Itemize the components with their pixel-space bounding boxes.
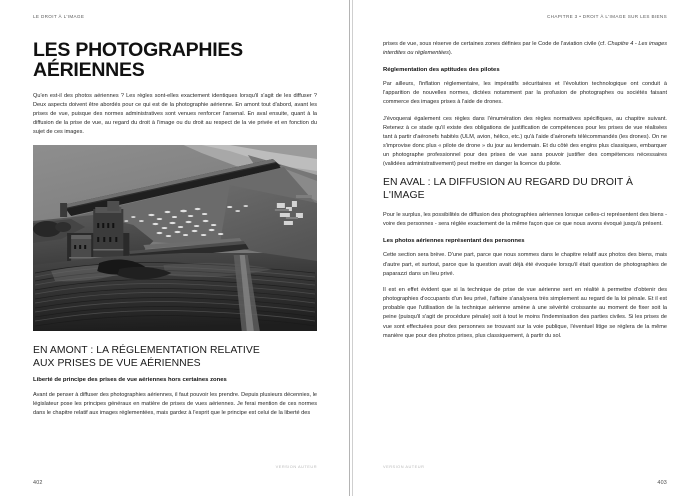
left-page-content: [33, 40, 317, 418]
continuation-text-before: prises de vue, sous réserve de certaines zones définies par le Code de l'aviation civile (cf.: [383, 41, 608, 47]
paragraph-pilotes-2: J'évoquerai également ces règles dans l'énumération des règles normatives spécifiques, au chapitre suivant. Retenez à ce stade qu'il existe des obligations de justification de compétences pour les prises de vue réalisées tant à partir d'aéronefs habités (ULM, avion, hélico, etc.) qu'à l'aide d'aéronefs télécommandés (les drones). On ne s'improvise donc plus « pilote de drone » du jour au lendemain. Et du côté des engins plus classiques, embarquer un photographe professionnel pour des prises de vue sans pouvoir justifier des compétences nécessaires (validées administrativement) peut mettre en danger la licence du pilote.: [383, 115, 667, 168]
page-right: [350, 0, 700, 496]
section-heading-en-amont: [33, 345, 317, 370]
cross-reference-italic: Chapitre 4 - Les images interdites ou réglementées: [383, 41, 667, 57]
spine-divider-shadow: [352, 0, 353, 496]
watermark-right: VERSION AUTEUR: [383, 464, 425, 469]
running-head-right: CHAPITRE 3 • DROIT À L'IMAGE SUR LES BIENS: [547, 14, 667, 19]
page-number-right: 403: [657, 480, 667, 486]
section-heading-line-2: AUX PRISES DE VUE AÉRIENNES: [33, 357, 201, 369]
spine-divider: [349, 0, 350, 496]
watermark-left: VERSION AUTEUR: [275, 464, 317, 469]
paragraph-aval: Pour le surplus, les possibilités de diffusion des photographies aériennes lorsque celles-ci représentent des biens - voire des personnes - sera réglée exactement de la même façon que ce que nous avons évoqué jusqu'à présent.: [383, 212, 667, 228]
continuation-text-after: ).: [448, 50, 453, 57]
chapter-title: LES PHOTOGRAPHIES AÉRIENNES: [33, 39, 243, 82]
paragraph-personnes-2: Il est en effet évident que si la technique de prise de vue aérienne sert en réalité à permettre d'obtenir des photographies d'occupants d'un lieu privé, l'affaire s'analysera très simplement au regard de la loi pénale. Et il est probable que l'utilisation de la technique aérienne amène à une sévérité croissante au moment de fixer soit la peine (puisqu'il s'agit de procédure pénale) soit à tout le moins l'indemnisation des parties civiles. Si les prises de vue sont effectuées pour des personnes se trouvant sur la voie publique, l'éventuel litige se réglera de la même manière que pour des photos prises, plus classiquement, à partir du sol.: [383, 287, 667, 339]
subheading-reglementation-pilotes: Réglementation des aptitudes des pilotes: [383, 66, 500, 73]
right-page-content: [383, 40, 667, 341]
running-head-left: LE DROIT À L'IMAGE: [33, 14, 85, 19]
aerial-photo-graphic: [33, 145, 317, 331]
aerial-photograph: [33, 145, 317, 331]
section-heading-en-aval: EN AVAL : LA DIFFUSION AU REGARD DU DROIT À L'IMAGE: [383, 177, 634, 201]
paragraph-personnes-1: Cette section sera brève. D'une part, parce que nous sommes dans le chapitre relatif aux photos des biens, mais d'autre part, et surtout, parce que la question avait déjà été évoquée lorsqu'il était question de photographies de paparazzi dans un lieu privé.: [383, 252, 667, 277]
section-heading-line-1: EN AMONT : LA RÉGLEMENTATION RELATIVE: [33, 344, 260, 356]
intro-paragraph: Qu'en est-il des photos aériennes ? Les règles sont-elles exactement identiques lorsqu'il s'agit de les diffuser ? Deux aspects doivent être abordés pour ce qui est de la photographie aérienne. En amont tout d'abord, avant les prises de vue, puisque des normes administratives sont venues renforcer l'arsenal. En aval ensuite, quant à la diffusion de la prise de vue, au regard du droit à l'image ou du droit au respect de la vie privée et en fonction du sujet de ces images.: [33, 92, 317, 136]
body-paragraph-liberte: Avant de penser à diffuser des photographies aériennes, il faut pouvoir les prendre. Depuis plusieurs décennies, le législateur pose les principes généraux en matière de prises de vues aériennes. Je ferai mention de ces normes dans le chapitre relatif aux images réglementées, mais gardez à l'esprit que le principe est celui de la liberté des: [33, 391, 317, 416]
page-number-left: 402: [33, 480, 43, 486]
paragraph-pilotes-1: Par ailleurs, l'inflation réglementaire, les impératifs sécuritaires et l'évolution technologique ont conduit à l'apparition de nouvelles normes, dictées notamment par la profusion de photographes ou sociétés faisant commerce des images prises à l'aide de drones.: [383, 81, 667, 106]
subheading-liberte-de-principe: Liberté de principe des prises de vue aériennes hors certaines zones: [33, 377, 227, 384]
subheading-photos-personnes: Les photos aériennes représentant des personnes: [383, 237, 525, 244]
continuation-paragraph: [383, 40, 667, 58]
